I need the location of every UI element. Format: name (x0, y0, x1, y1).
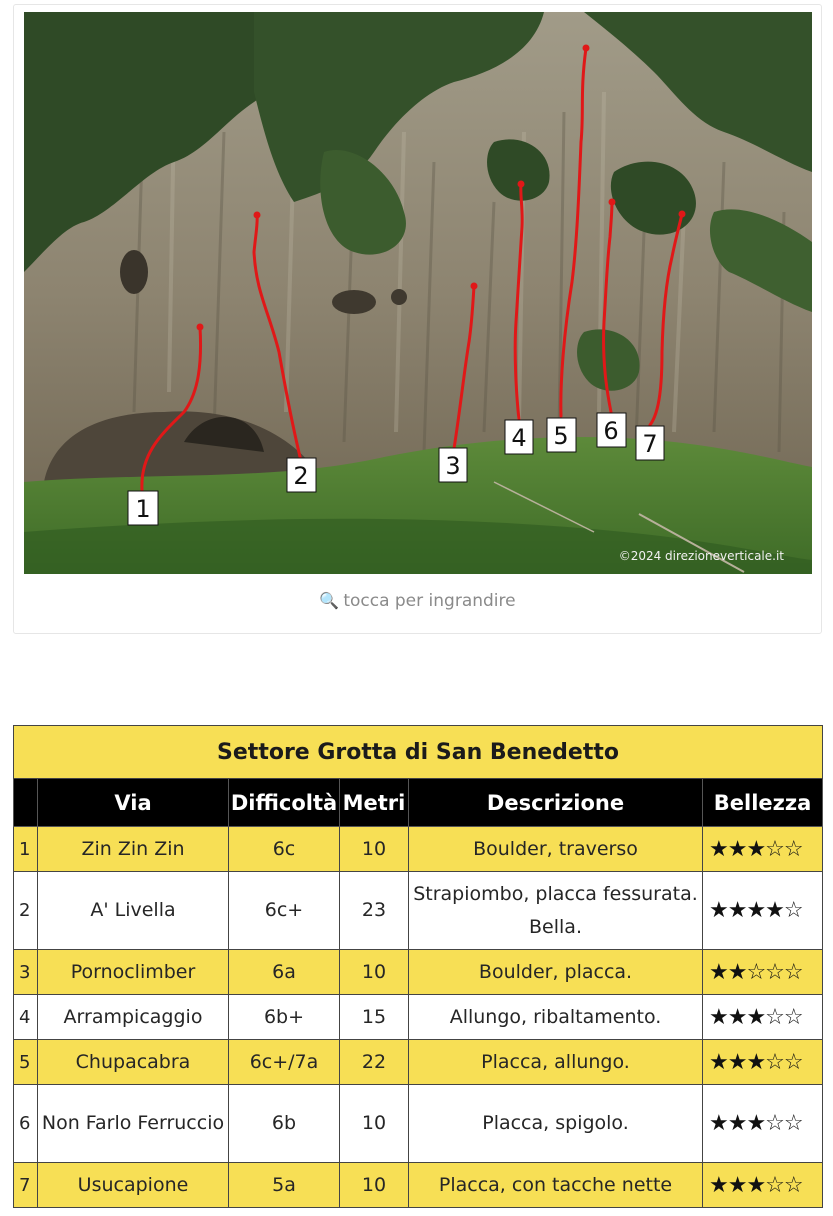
route-rating-stars: ★★★☆☆ (703, 1163, 823, 1208)
route-description: Boulder, traverso (409, 827, 703, 872)
route-number: 5 (14, 1040, 38, 1085)
route-number: 2 (14, 872, 38, 950)
route-meters: 22 (340, 1040, 409, 1085)
svg-text:2: 2 (293, 462, 309, 490)
route-number: 4 (14, 995, 38, 1040)
route-meters: 10 (340, 827, 409, 872)
crag-topo-image (24, 12, 812, 574)
route-label-4 (505, 420, 533, 454)
col-header-bellezza: Bellezza (703, 779, 823, 827)
col-header-number (14, 779, 38, 827)
route-label-7 (636, 426, 664, 460)
route-meters: 23 (340, 872, 409, 950)
routes-table (13, 725, 823, 1208)
route-label-5 (547, 418, 576, 452)
table-header-row (14, 779, 823, 827)
route-label-6 (597, 413, 626, 447)
photo-watermark: ©2024 direzioneverticale.it (618, 549, 784, 563)
col-header-descrizione: Descrizione (409, 779, 703, 827)
route-description: Strapiombo, placca fessurata. Bella. (409, 872, 703, 950)
route-name: Usucapione (38, 1163, 229, 1208)
svg-text:6: 6 (603, 417, 619, 445)
table-row (14, 827, 823, 872)
svg-text:4: 4 (511, 424, 527, 452)
table-row (14, 950, 823, 995)
route-label-3 (439, 448, 467, 482)
route-rating-stars: ★★★★☆ (703, 872, 823, 950)
route-grade: 6a (229, 950, 340, 995)
route-rating-stars: ★★★☆☆ (703, 995, 823, 1040)
route-name: A' Livella (38, 872, 229, 950)
route-name: Pornoclimber (38, 950, 229, 995)
route-name: Non Farlo Ferruccio (38, 1085, 229, 1163)
route-grade: 6c+/7a (229, 1040, 340, 1085)
route-name: Chupacabra (38, 1040, 229, 1085)
route-grade: 6c+ (229, 872, 340, 950)
crag-photo[interactable] (24, 12, 812, 574)
route-description: Placca, spigolo. (409, 1085, 703, 1163)
route-description: Placca, con tacche nette (409, 1163, 703, 1208)
magnifier-icon: 🔍 (319, 591, 340, 610)
table-row (14, 1040, 823, 1085)
svg-text:5: 5 (553, 422, 569, 450)
caption-text: tocca per ingrandire (343, 591, 516, 611)
table-row (14, 1163, 823, 1208)
route-label-2 (287, 458, 316, 492)
route-rating-stars: ★★☆☆☆ (703, 950, 823, 995)
route-description: Boulder, placca. (409, 950, 703, 995)
route-meters: 10 (340, 1085, 409, 1163)
photo-caption[interactable] (14, 591, 821, 611)
route-grade: 5a (229, 1163, 340, 1208)
table-row (14, 995, 823, 1040)
table-row (14, 1085, 823, 1163)
route-number: 6 (14, 1085, 38, 1163)
route-meters: 10 (340, 1163, 409, 1208)
col-header-difficolta: Difficoltà (229, 779, 340, 827)
route-description: Placca, allungo. (409, 1040, 703, 1085)
route-rating-stars: ★★★☆☆ (703, 1085, 823, 1163)
route-number: 1 (14, 827, 38, 872)
table-title: Settore Grotta di San Benedetto (14, 726, 823, 779)
col-header-via: Via (38, 779, 229, 827)
route-grade: 6b (229, 1085, 340, 1163)
route-label-1 (128, 491, 158, 525)
route-number: 7 (14, 1163, 38, 1208)
route-name: Zin Zin Zin (38, 827, 229, 872)
route-rating-stars: ★★★☆☆ (703, 1040, 823, 1085)
route-name: Arrampicaggio (38, 995, 229, 1040)
route-rating-stars: ★★★☆☆ (703, 827, 823, 872)
svg-text:7: 7 (642, 430, 658, 458)
route-grade: 6b+ (229, 995, 340, 1040)
svg-text:3: 3 (445, 452, 461, 480)
route-description: Allungo, ribaltamento. (409, 995, 703, 1040)
col-header-metri: Metri (340, 779, 409, 827)
route-grade: 6c (229, 827, 340, 872)
topo-photo-card (13, 4, 822, 634)
route-meters: 10 (340, 950, 409, 995)
svg-text:1: 1 (135, 495, 151, 523)
route-meters: 15 (340, 995, 409, 1040)
table-row (14, 872, 823, 950)
route-number: 3 (14, 950, 38, 995)
